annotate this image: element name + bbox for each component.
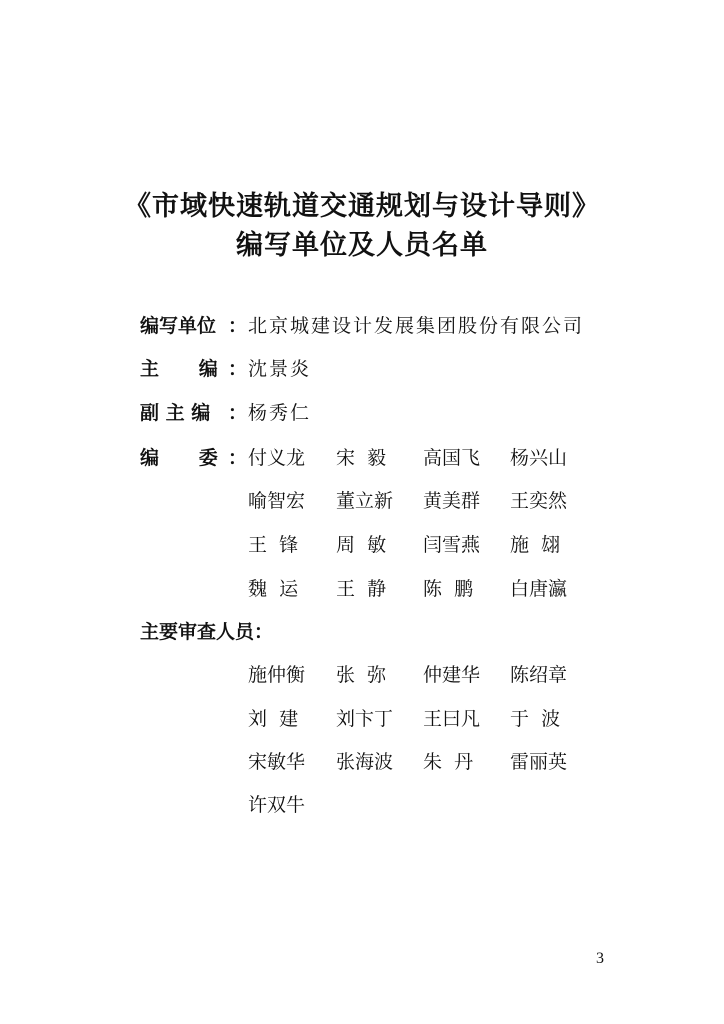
- committee-name: 付义龙: [248, 447, 306, 469]
- page-title-line1: 《市域快速轨道交通规划与设计导则》: [124, 191, 600, 222]
- deputy-editor-colon: ：: [228, 402, 248, 424]
- reviewer-name: 张海波: [336, 751, 394, 773]
- committee-name: 魏 运: [248, 578, 299, 600]
- committee-name: 王 锋: [248, 534, 299, 556]
- committee-name: 闫雪燕: [423, 534, 481, 556]
- committee-name: 施 翃: [510, 534, 561, 556]
- committee-name: 周 敏: [336, 534, 387, 556]
- committee-name: 白唐瀛: [510, 578, 568, 600]
- reviewer-name: 陈绍章: [510, 664, 568, 686]
- reviewer-name: 刘 建: [248, 708, 299, 730]
- reviewer-name: 王曰凡: [423, 708, 481, 730]
- committee-colon: ：: [228, 447, 248, 469]
- reviewer-name: 于 波: [510, 708, 561, 730]
- chief-editor-value: 沈景炎: [248, 358, 312, 380]
- committee-name: 杨兴山: [510, 447, 568, 469]
- reviewer-name: 雷丽英: [510, 751, 568, 773]
- deputy-editor-value: 杨秀仁: [248, 402, 312, 424]
- reviewer-name: 宋敏华: [248, 751, 306, 773]
- reviewer-name: 许双牛: [248, 794, 306, 816]
- deputy-editor-label: 副 主 编: [140, 402, 211, 424]
- committee-label: 编 委: [140, 447, 218, 469]
- unit-label: 编写单位: [140, 315, 217, 337]
- committee-name: 喻智宏: [248, 490, 306, 512]
- reviewer-name: 仲建华: [423, 664, 481, 686]
- chief-editor-label: 主 编: [140, 358, 218, 380]
- committee-name: 高国飞: [423, 447, 481, 469]
- chief-editor-colon: ：: [228, 358, 248, 380]
- committee-name: 宋 毅: [336, 447, 387, 469]
- committee-name: 董立新: [336, 490, 394, 512]
- unit-colon: ：: [228, 315, 248, 337]
- page-number: 3: [596, 950, 604, 967]
- unit-value: 北京城建设计发展集团股份有限公司: [248, 315, 585, 337]
- reviewers-label: 主要审查人员：: [140, 621, 274, 643]
- reviewer-name: 朱 丹: [423, 751, 474, 773]
- reviewer-name: 刘卞丁: [336, 708, 394, 730]
- committee-name: 王 静: [336, 578, 387, 600]
- committee-name: 黄美群: [423, 490, 481, 512]
- committee-name: 王奕然: [510, 490, 568, 512]
- committee-name: 陈 鹏: [423, 578, 474, 600]
- page-title-line2: 编写单位及人员名单: [236, 230, 488, 261]
- reviewer-name: 张 弥: [336, 664, 387, 686]
- reviewer-name: 施仲衡: [248, 664, 306, 686]
